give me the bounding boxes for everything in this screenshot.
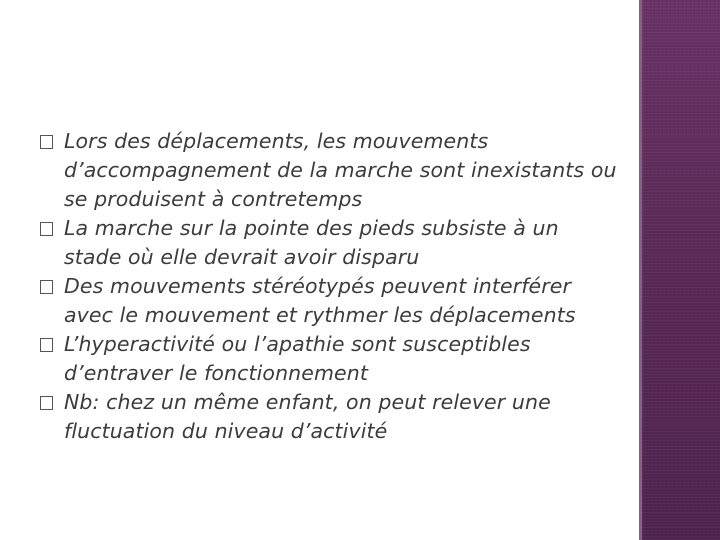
bullet-text: Des mouvements stéréotypés peuvent interférer avec le mouvement et rythmer les déplacements bbox=[64, 274, 576, 327]
bullet-text: L’hyperactivité ou l’apathie sont susceptibles d’entraver le fonctionnement bbox=[64, 332, 531, 385]
box-icon bbox=[40, 222, 53, 236]
box-icon bbox=[40, 338, 53, 352]
bullet-text: Lors des déplacements, les mouvements d’accompagnement de la marche sont inexistants ou se produisent à contretemps bbox=[64, 129, 617, 211]
bullet-item bbox=[40, 127, 620, 214]
bullet-list bbox=[40, 127, 620, 446]
bullet-text: La marche sur la pointe des pieds subsiste à un stade où elle devrait avoir disparu bbox=[64, 216, 559, 269]
bullet-item bbox=[40, 388, 620, 446]
bullet-item bbox=[40, 272, 620, 330]
box-icon bbox=[40, 396, 53, 410]
bullet-item bbox=[40, 330, 620, 388]
bullet-text: Nb: chez un même enfant, on peut relever une fluctuation du niveau d’activité bbox=[64, 390, 551, 443]
bullet-item bbox=[40, 214, 620, 272]
box-icon bbox=[40, 280, 53, 294]
box-icon bbox=[40, 135, 53, 149]
decorative-side-band bbox=[642, 0, 720, 540]
